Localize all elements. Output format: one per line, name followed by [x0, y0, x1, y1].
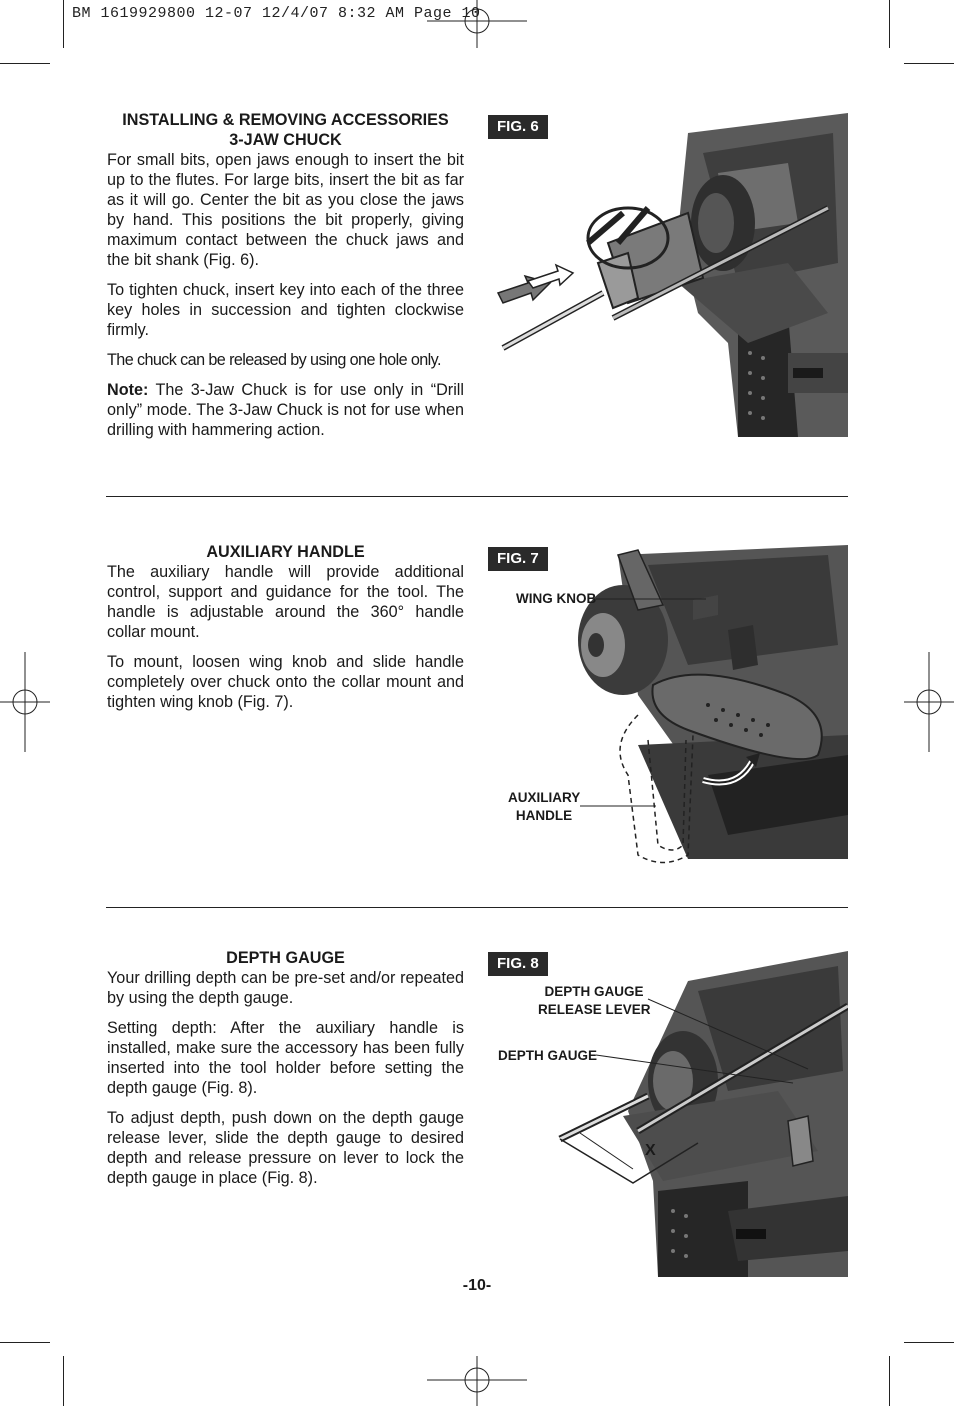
chuck-paragraph-1: For small bits, open jaws enough to insert the bit up to the flutes. For large bits, insert the bit as far as it will go. Center the bit as you close the jaws by hand. This positions the bit properly, giving maximum contact between the chuck jaws and the bit shank (Fig. 6). — [107, 151, 464, 269]
callout-depth-gauge-release-lever — [538, 983, 650, 1019]
registration-mark-right — [904, 652, 954, 752]
depth-paragraph-1: Your drilling depth can be pre-set and/or repeated by using the depth gauge. — [107, 969, 464, 1007]
section-chuck-text — [107, 110, 464, 450]
callout-wing-knob: WING KNOB — [516, 591, 597, 606]
callout-auxiliary-handle — [508, 789, 580, 825]
callout-release-line-1: DEPTH GAUGE — [544, 984, 644, 999]
section-aux-handle-title: AUXILIARY HANDLE — [206, 543, 365, 561]
section-chuck-title: INSTALLING & REMOVING ACCESSORIES — [122, 111, 449, 129]
figure-8 — [488, 951, 848, 1277]
figure-6-label: FIG. 6 — [488, 115, 548, 139]
callout-depth-gauge: DEPTH GAUGE — [498, 1048, 598, 1063]
aux-paragraph-1: The auxiliary handle will provide additional control, support and guidance for the tool. The handle is adjustable around the 360° handle collar mount. — [107, 563, 464, 641]
section-depth-gauge-title: DEPTH GAUGE — [226, 949, 345, 967]
callout-aux-line-1: AUXILIARY — [508, 790, 581, 805]
drill-chuck-illustration — [488, 113, 848, 437]
section-depth-gauge-text — [107, 948, 464, 1198]
note-label: Note: — [107, 381, 149, 399]
figure-8-label: FIG. 8 — [488, 952, 548, 976]
section-chuck-subtitle: 3-JAW CHUCK — [229, 131, 342, 149]
figure-7-label: FIG. 7 — [488, 547, 548, 571]
callout-aux-line-2: HANDLE — [515, 808, 573, 823]
section-aux-handle-text — [107, 542, 464, 722]
callout-x-dimension: X — [645, 1142, 656, 1159]
registration-mark-left — [0, 652, 50, 752]
registration-mark-bottom — [427, 1356, 527, 1406]
figure-6 — [488, 113, 848, 437]
chuck-paragraph-3: The chuck can be released by using one hole only. — [107, 351, 441, 369]
chuck-paragraph-2: To tighten chuck, insert key into each of the three key holes in succession and tighten clockwise firmly. — [107, 281, 464, 339]
printer-slug: BM 1619929800 12-07 12/4/07 8:32 AM Page 10 — [72, 5, 481, 22]
depth-paragraph-3: To adjust depth, push down on the depth gauge release lever, slide the depth gauge to desired depth and release pressure on lever to lock the depth gauge in place (Fig. 8). — [107, 1109, 464, 1187]
page-number: -10- — [462, 1277, 492, 1294]
aux-paragraph-2: To mount, loosen wing knob and slide handle completely over chuck onto the collar mount and tighten wing knob (Fig. 7). — [107, 653, 464, 711]
chuck-note — [107, 380, 464, 440]
divider-2 — [106, 907, 848, 908]
divider-1 — [106, 496, 848, 497]
registration-mark-top — [427, 0, 527, 50]
note-text: The 3-Jaw Chuck is for use only in “Drill only” mode. The 3-Jaw Chuck is not for use when drilling with hammering action. — [107, 381, 464, 439]
depth-paragraph-2: Setting depth: After the auxiliary handle is installed, make sure the accessory has been fully inserted into the tool holder before setting the depth gauge (Fig. 8). — [107, 1019, 464, 1097]
figure-7 — [488, 545, 848, 865]
callout-release-line-2: RELEASE LEVER — [538, 1002, 651, 1017]
